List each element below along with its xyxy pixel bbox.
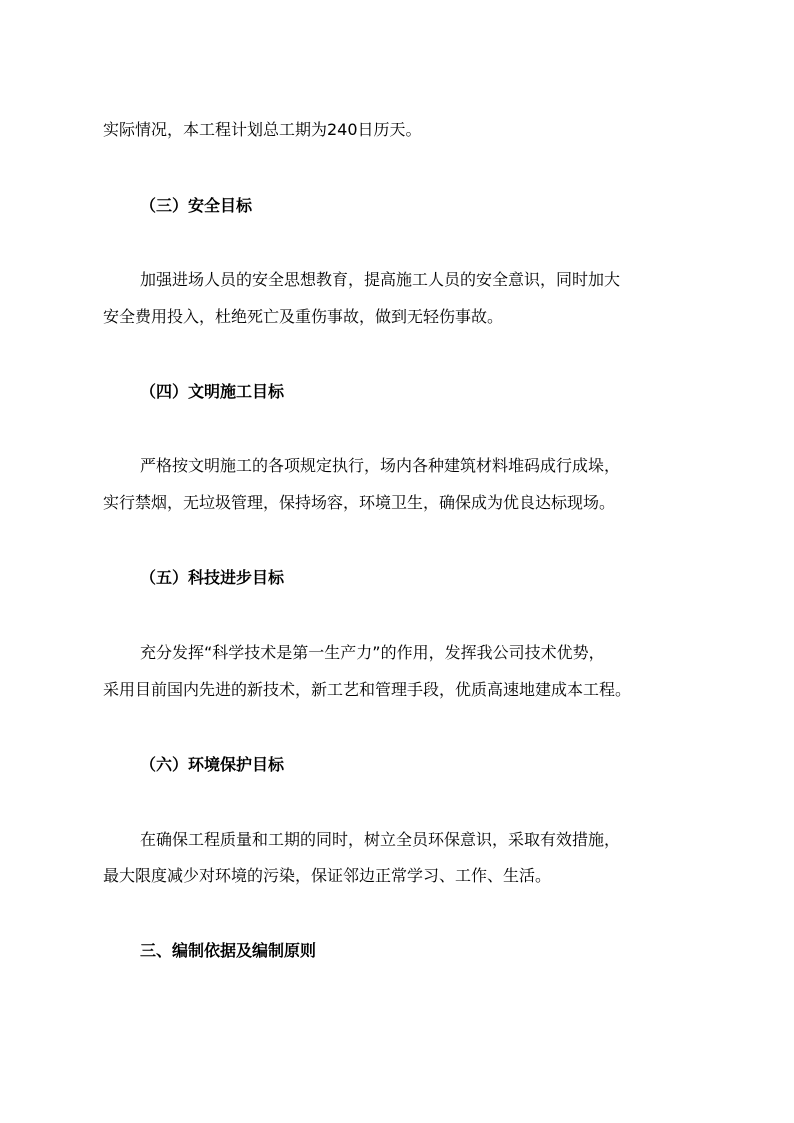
intro-paragraph-line: 实际情况，本工程计划总工期为240日历天。 <box>103 120 422 139</box>
section-heading-technology: （五）科技进步目标 <box>140 568 285 587</box>
safety-paragraph-line-1: 加强进场人员的安全思想教育，提高施工人员的安全意识，同时加大 <box>140 270 621 289</box>
section-heading-environment: （六）环境保护目标 <box>140 755 285 774</box>
environment-paragraph-line-1: 在确保工程质量和工期的同时，树立全员环保意识，采取有效措施， <box>140 830 621 849</box>
civilized-paragraph-line-1: 严格按文明施工的各项规定执行，场内各种建筑材料堆码成行成垛， <box>140 456 621 475</box>
technology-paragraph-line-2: 采用目前国内先进的新技术，新工艺和管理手段，优质高速地建成本工程。 <box>103 680 632 699</box>
safety-paragraph-line-2: 安全费用投入，杜绝死亡及重伤事故，做到无轻伤事故。 <box>103 307 504 326</box>
technology-paragraph-line-1: 充分发挥“科学技术是第一生产力”的作用，发挥我公司技术优势， <box>140 643 605 662</box>
section-heading-safety: （三）安全目标 <box>140 196 253 215</box>
environment-paragraph-line-2: 最大限度减少对环境的污染，保证邻边正常学习、工作、生活。 <box>103 866 552 885</box>
civilized-paragraph-line-2: 实行禁烟，无垃圾管理，保持场容，环境卫生，确保成为优良达标现场。 <box>103 493 616 512</box>
section-heading-civilized: （四）文明施工目标 <box>140 382 285 401</box>
chapter-heading: 三、编制依据及编制原则 <box>140 941 317 960</box>
